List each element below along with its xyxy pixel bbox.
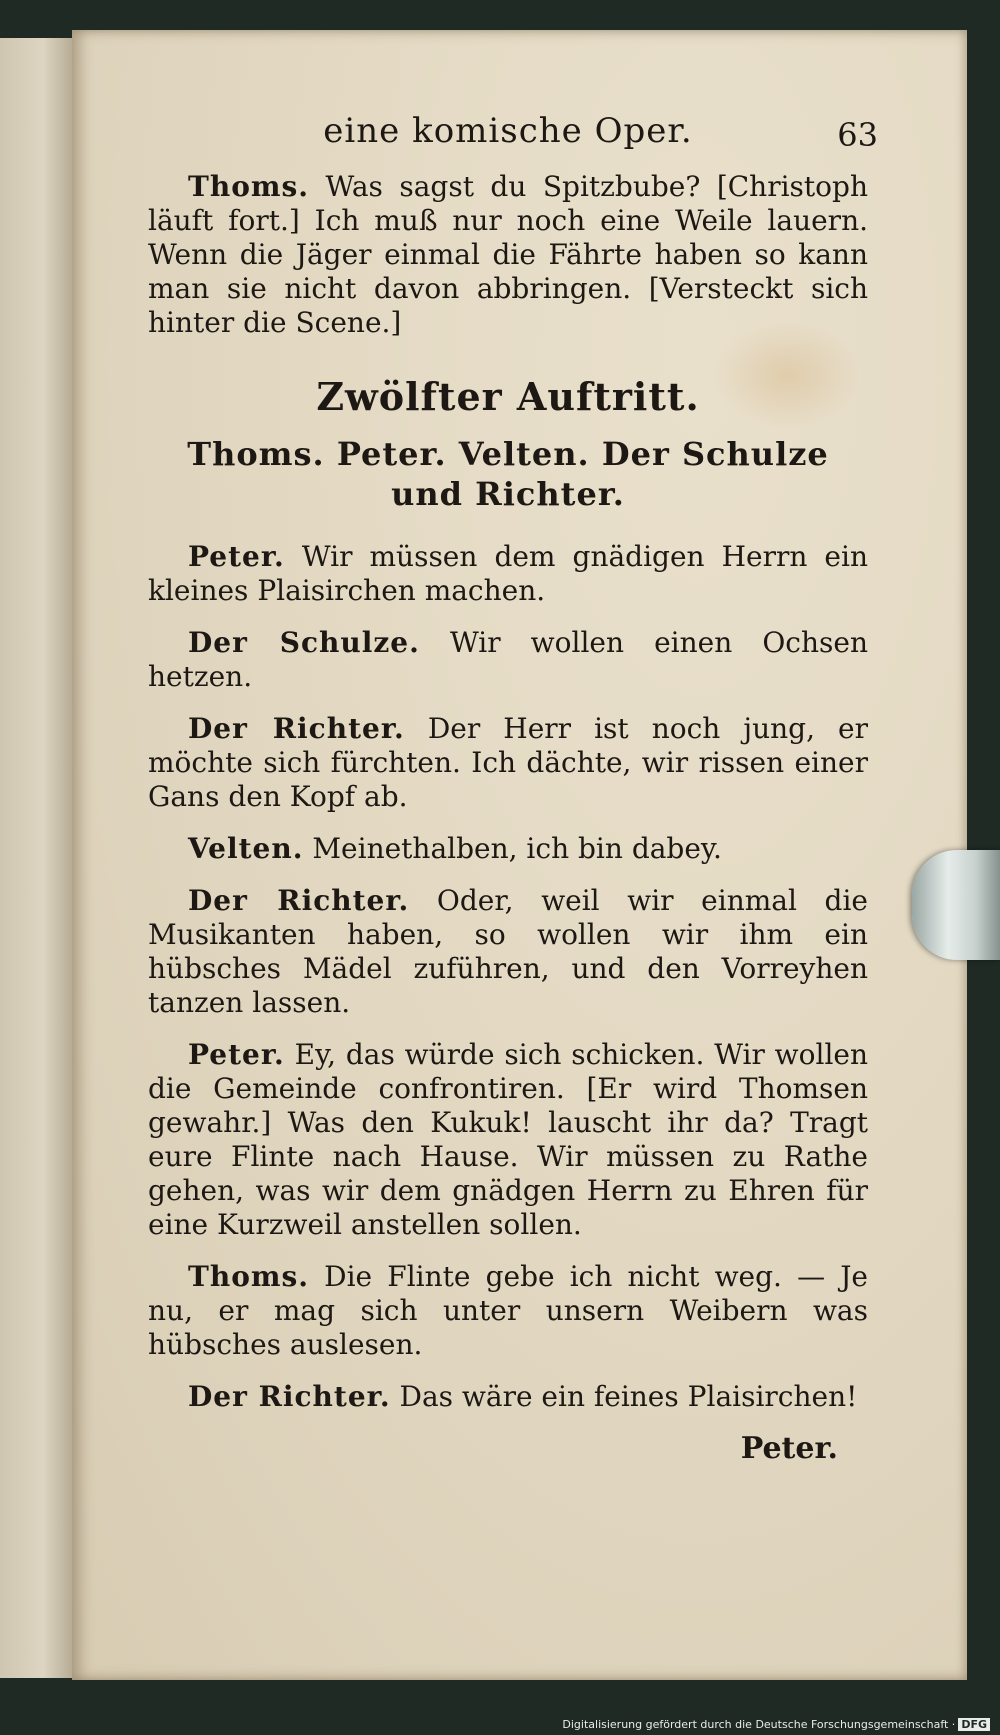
page-number: 63 — [837, 116, 878, 154]
credit-text: Digitalisierung gefördert durch die Deutsche Forschungsgemeinschaft · — [562, 1718, 956, 1731]
speaker-name: Thoms. — [188, 170, 310, 203]
speaker-name: Peter. — [188, 540, 285, 573]
page-header — [148, 100, 878, 170]
scene-title: Zwölfter Auftritt. — [316, 374, 700, 419]
dialogue-text: Das wäre ein feines Plaisirchen! — [399, 1380, 858, 1413]
page-text — [148, 100, 878, 1466]
dialogue-text: Die Flinte gebe ich nicht weg. — Je nu, er mag sich unter unsern Weibern was hübsches auslesen. — [148, 1260, 868, 1361]
speaker-name: Peter. — [188, 1038, 285, 1071]
catchword: Peter. — [740, 1431, 838, 1466]
speaker-name: Der Schulze. — [188, 626, 420, 659]
facing-page-edge — [0, 38, 72, 1678]
dialogue-text: Ey, das würde sich schicken. Wir wollen die Gemeinde confrontiren. [Er wird Thomsen gewahr.] Was den Kukuk! lauscht ihr da? Tragt eure Flinte nach Hause. Wir müssen zu Rathe gehen, was wir dem gnädgen Herrn zu Ehren für eine Kurzweil anstellen sollen. — [148, 1038, 869, 1241]
dialogue-paragraph — [148, 712, 868, 814]
dialogue-text: Wir müssen dem gnädigen Herrn ein kleines Plaisirchen machen. — [148, 540, 868, 607]
dialogue-text: Oder, weil wir einmal die Musikanten haben, so wollen wir ihm ein hübsches Mädel zuführen, und den Vorreyhen tanzen lassen. — [148, 884, 868, 1019]
dialogue-text: Wir wollen einen Ochsen hetzen. — [148, 626, 868, 693]
speaker-name: Thoms. — [188, 1260, 310, 1293]
dialogue-paragraph — [148, 1260, 868, 1362]
dialogue-paragraph — [148, 1038, 868, 1242]
cast-list — [148, 434, 868, 514]
page-clip — [912, 850, 1000, 960]
dialogue-paragraph — [148, 170, 868, 340]
speaker-name: Der Richter. — [188, 712, 405, 745]
dialogue-paragraph — [148, 884, 868, 1020]
cast-line: Thoms. Peter. Velten. Der Schulze — [187, 435, 829, 473]
dialogue-paragraph — [148, 540, 868, 608]
dialogue-text: Was sagst du Spitzbube? [Christoph läuft fort.] Ich muß nur noch eine Weile lauern. Wenn die Jäger einmal die Fährte haben so kann man sie nicht davon abbringen. [Versteckt sich hinter die Scene.] — [148, 170, 868, 339]
dialogue-text: Meinethalben, ich bin dabey. — [312, 832, 722, 865]
dialogue-paragraph — [148, 626, 868, 694]
speaker-name: Velten. — [188, 832, 304, 865]
dialogue-text: Der Herr ist noch jung, er möchte sich fürchten. Ich dächte, wir rissen einer Gans den Kopf ab. — [148, 712, 868, 813]
speaker-name: Der Richter. — [188, 884, 410, 917]
speaker-name: Der Richter. — [188, 1380, 391, 1413]
dialogue-paragraph — [148, 832, 868, 866]
running-title: eine komische Oper. — [323, 111, 693, 151]
dialogue-paragraph — [148, 1380, 868, 1414]
digitization-credit — [562, 1718, 990, 1731]
cast-line: und Richter. — [391, 475, 625, 513]
dfg-logo: DFG — [958, 1718, 990, 1731]
